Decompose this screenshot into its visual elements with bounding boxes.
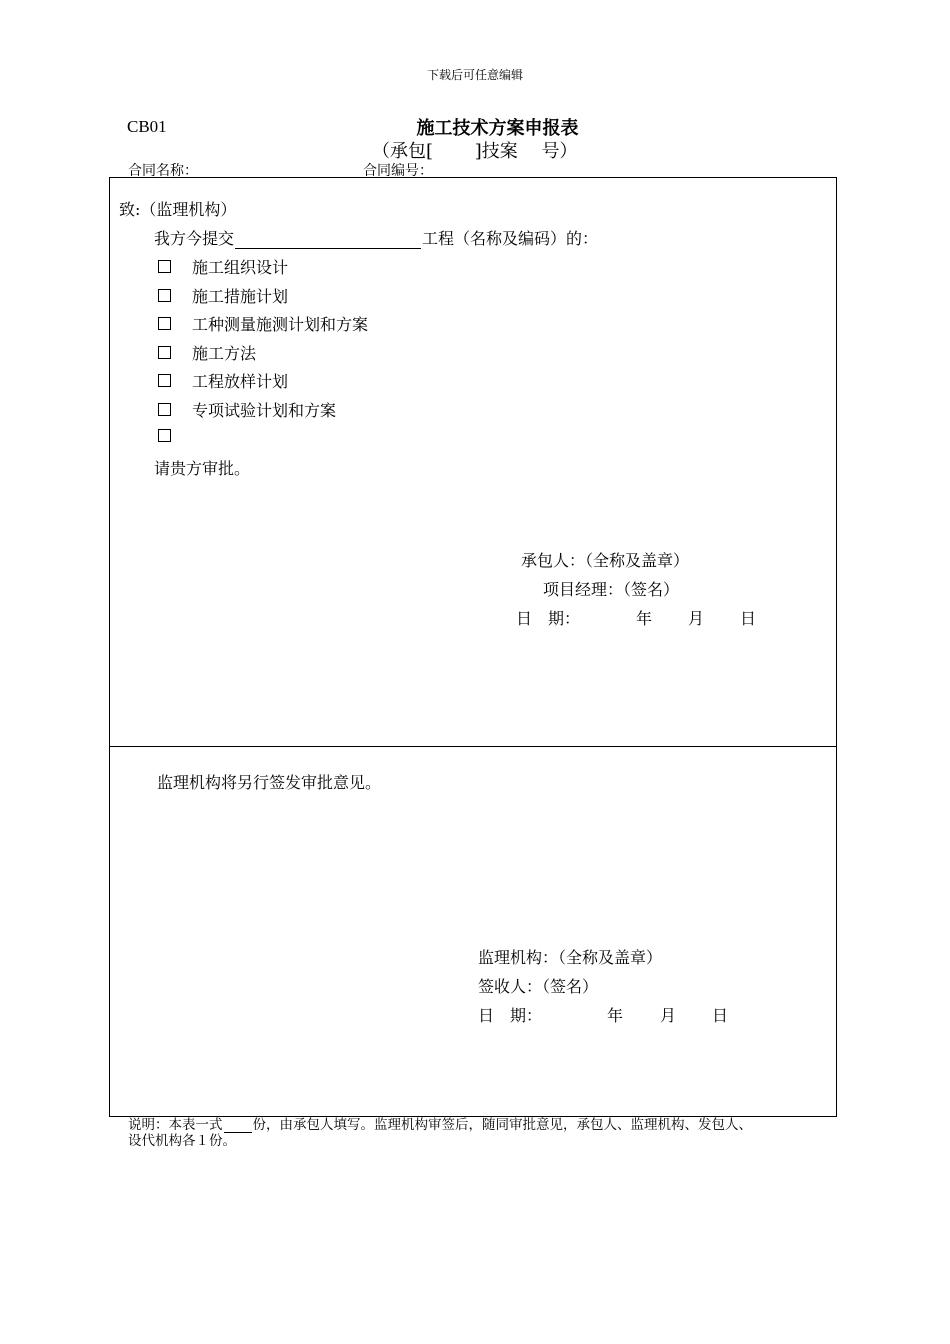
option-item[interactable]: [158, 255, 288, 278]
supervisor-date-label: 日 期：: [478, 1006, 543, 1025]
header-note: 下载后可任意编辑: [426, 68, 523, 82]
option-label: 施工措施计划: [192, 287, 289, 306]
approval-section: [109, 745, 837, 1117]
submit-suffix: 工程（名称及编码）的：: [422, 229, 599, 248]
checkbox[interactable]: [158, 429, 171, 442]
contract-name-label: 合同名称：: [128, 163, 198, 179]
contractor-label: 承包人：（全称及盖章）: [521, 551, 690, 570]
checkbox[interactable]: [158, 403, 171, 416]
manager-label: 项目经理：（签名）: [543, 580, 680, 599]
option-label: 工种测量施测计划和方案: [192, 315, 369, 334]
option-item[interactable]: [158, 341, 256, 364]
option-item[interactable]: [158, 369, 288, 392]
footnote-suffix: 份，由承包人填写。监理机构审签后，随同审批意见，承包人、监理机构、发包人、: [252, 1117, 752, 1133]
option-item[interactable]: [158, 284, 288, 307]
supervisor-date-year: 年: [607, 1006, 624, 1025]
contractor-date-day: 日: [740, 609, 757, 628]
option-label: 施工方法: [192, 344, 257, 363]
option-label: 施工组织设计: [192, 258, 289, 277]
contractor-date-year: 年: [636, 609, 653, 628]
option-label: 专项试验计划和方案: [192, 401, 337, 420]
request-line: 请贵方审批。: [154, 459, 251, 478]
supervisor-date-day: 日: [712, 1006, 729, 1025]
to-line: 致:（监理机构）: [119, 200, 237, 219]
form-code: CB01: [127, 117, 167, 136]
contract-no-label: 合同编号：: [363, 163, 433, 179]
form-subtitle: （承包[ ]技案 号）: [372, 141, 578, 162]
option-item[interactable]: [158, 312, 368, 335]
checkbox[interactable]: [158, 374, 171, 387]
option-item[interactable]: [158, 398, 336, 421]
checkbox[interactable]: [158, 289, 171, 302]
footnote: [128, 1117, 752, 1149]
form-title: 施工技术方案申报表: [416, 118, 579, 139]
contractor-date-label: 日 期：: [516, 609, 581, 628]
checkbox[interactable]: [158, 317, 171, 330]
receiver-label: 签收人：（签名）: [478, 977, 599, 996]
supervisor-date-month: 月: [660, 1006, 677, 1025]
copies-blank[interactable]: [224, 1119, 252, 1133]
footnote-prefix: 说明：本表一式: [128, 1117, 223, 1133]
submit-prefix: 我方今提交: [154, 229, 235, 248]
checkbox[interactable]: [158, 346, 171, 359]
option-item-other[interactable]: [158, 427, 192, 446]
checkbox[interactable]: [158, 260, 171, 273]
submit-line: [154, 226, 598, 249]
footnote-line-2: 设代机构各１份。: [128, 1133, 236, 1149]
footnote-line-1: [128, 1117, 752, 1133]
option-label: 工程放样计划: [192, 372, 289, 391]
supervisor-opinion: 监理机构将另行签发审批意见。: [157, 773, 382, 792]
supervisor-agency-label: 监理机构：（全称及盖章）: [478, 948, 663, 967]
project-name-blank[interactable]: [235, 231, 421, 249]
contractor-date-month: 月: [688, 609, 705, 628]
